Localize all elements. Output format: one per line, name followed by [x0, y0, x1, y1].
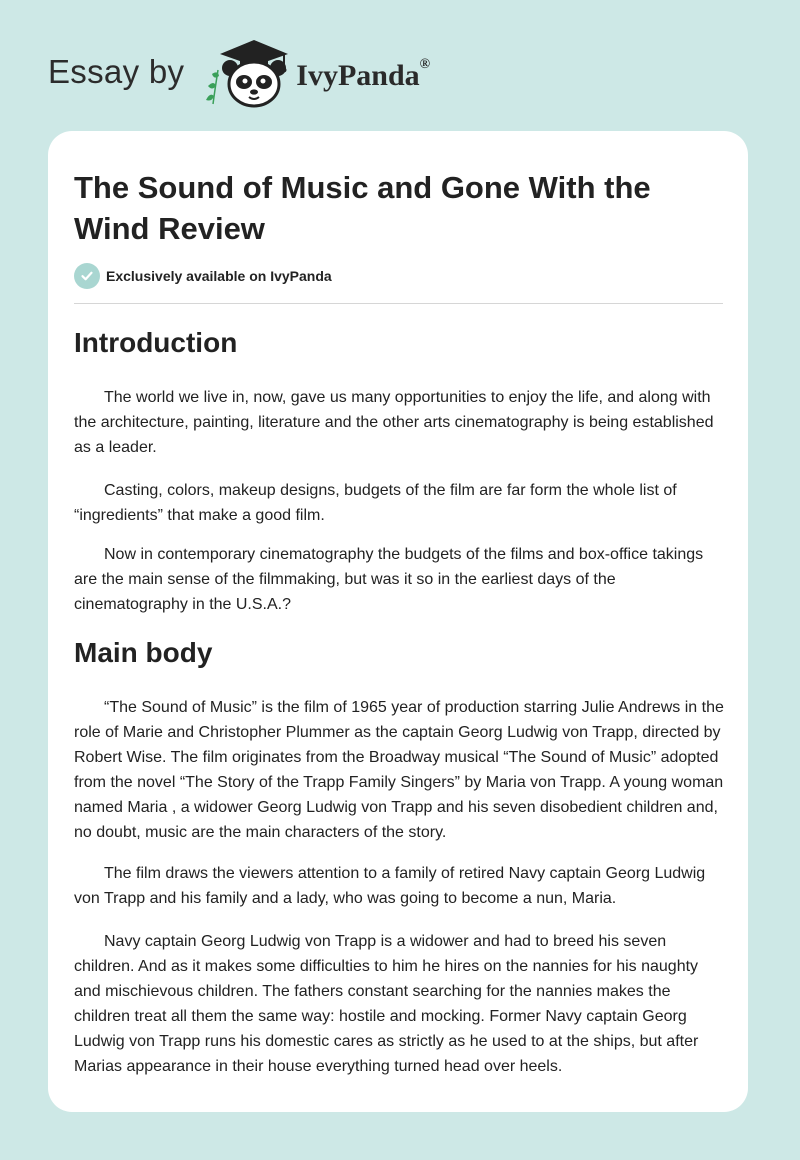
paragraph: Casting, colors, makeup designs, budgets of the film are far form the whole list of “ingredients” that make a good film. [74, 482, 677, 524]
divider [74, 303, 723, 304]
essay-by-label: Essay by [48, 53, 185, 90]
paragraph: Navy captain Georg Ludwig von Trapp is a widower and had to breed his seven children. And as it makes some difficulties to him he hires on the nannies for his naughty and mischievous children. The fathers constant searching for the nannies makes the children treat all them the same way: hostile and mocking. Former Navy captain Georg Ludwig von Trapp runs his domestic cares as strictly as he used to at the ships, but after Marias appearance in their house everything turned head over heels. [74, 933, 699, 1075]
essay-card [48, 131, 748, 1112]
brand-name[interactable]: IvyPanda® [296, 57, 431, 92]
paragraph: “The Sound of Music” is the film of 1965 year of production starring Julie Andrews in the role of Marie and Christopher Plummer as the captain Georg Ludwig von Trapp, directed by Robert Wise. The film originates from the Broadway musical “The Sound of Music” adopted from the novel “The Story of the Trapp Family Singers” by Maria von Trapp. A young woman named Maria , a widower Georg Ludwig von Trapp and his seven disobedient children and, no doubt, music are the main characters of the story. [74, 699, 724, 841]
exclusive-badge-label: Exclusively available on IvyPanda [106, 268, 332, 284]
panda-logo-icon[interactable] [198, 34, 290, 110]
section-heading-main-body: Main body [74, 637, 213, 668]
paragraph: The film draws the viewers attention to a family of retired Navy captain Georg Ludwig von Trapp and his family and a lady, who was going to become a nun, Maria. [74, 865, 706, 907]
paragraph: Now in contemporary cinematography the budgets of the films and box-office takings are the main sense of the filmmaking, but was it so in the earliest days of the cinematography in the U.S.A.? [74, 546, 704, 613]
check-circle-icon [74, 263, 100, 289]
paragraph: The world we live in, now, gave us many opportunities to enjoy the life, and along with the architecture, painting, literature and the other arts cinematography is being established as a leader. [74, 389, 714, 456]
page-title: The Sound of Music and Gone With the Wind Review [74, 170, 651, 246]
section-heading-introduction: Introduction [74, 327, 238, 358]
exclusive-badge [74, 263, 332, 289]
registered-mark: ® [419, 57, 431, 72]
site-header [48, 36, 430, 108]
